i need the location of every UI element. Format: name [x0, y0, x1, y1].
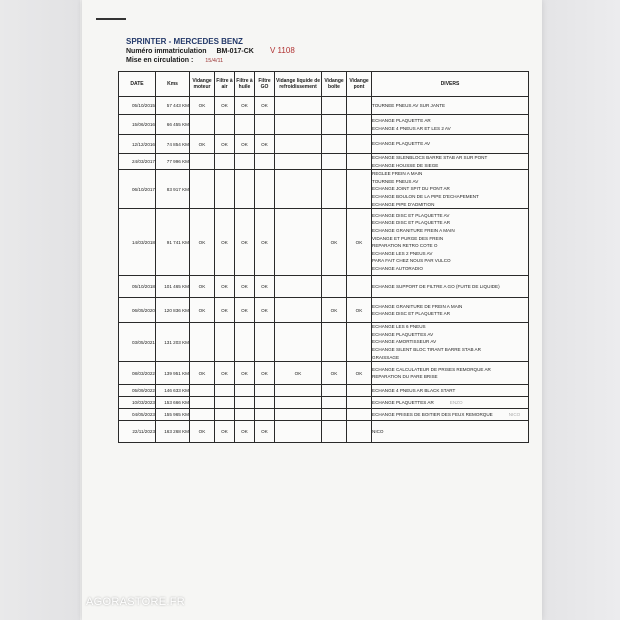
divers-line: [372, 170, 528, 178]
check-cell: OK: [322, 362, 347, 385]
divers-text: ECHANGE PLAQUETTE AR: [372, 117, 431, 123]
table-row: [119, 170, 529, 209]
divers-cell: [372, 362, 529, 385]
divers-line: [372, 242, 528, 250]
circulation-line: [126, 57, 223, 64]
km-cell: 91 741 KM: [156, 209, 190, 276]
check-cell: [322, 170, 347, 209]
check-cell: OK: [255, 209, 275, 276]
check-cell: [275, 323, 322, 362]
check-cell: OK: [190, 276, 215, 298]
table-row: [119, 115, 529, 135]
check-cell: OK: [255, 135, 275, 154]
check-cell: [255, 323, 275, 362]
signature-note: NICO: [508, 411, 521, 417]
km-cell: 155 965 KM: [156, 409, 190, 421]
check-cell: [347, 97, 372, 115]
background-right: [542, 0, 620, 620]
check-cell: [275, 409, 322, 421]
divers-text: GRAISSAGE: [372, 354, 400, 360]
divers-text: ECHANGE JOINT SPIT DU PONT AR: [372, 186, 450, 192]
check-cell: [322, 115, 347, 135]
check-cell: [322, 409, 347, 421]
check-cell: [215, 323, 235, 362]
check-cell: [235, 397, 255, 409]
check-cell: [190, 409, 215, 421]
divers-line: [372, 140, 528, 148]
check-cell: [190, 397, 215, 409]
check-cell: OK: [275, 362, 322, 385]
circulation-value: 15/4/11: [205, 58, 224, 64]
table-row: [119, 154, 529, 170]
registration-label: Numéro immatriculation: [126, 48, 207, 55]
km-cell: 131 203 KM: [156, 323, 190, 362]
divers-text: ECHANGE DISC ET PLAQUETTE AV: [372, 212, 450, 218]
divers-cell: [372, 409, 529, 421]
divers-text: ECHANGE DISC ET PLAQUETTE AR: [372, 311, 451, 317]
check-cell: OK: [190, 97, 215, 115]
check-cell: [322, 97, 347, 115]
divers-line: [372, 185, 528, 193]
check-cell: [275, 421, 322, 443]
table-row: [119, 385, 529, 397]
check-cell: OK: [347, 362, 372, 385]
date-cell: 05/10/2018: [119, 276, 156, 298]
divers-text: ECHANGE SUPPORT DE FILTRE A GO (FUITE DE LIQUIDE): [372, 283, 500, 289]
km-cell: 101 465 KM: [156, 276, 190, 298]
check-cell: [275, 385, 322, 397]
divers-cell: [372, 115, 529, 135]
check-cell: [275, 209, 322, 276]
check-cell: OK: [235, 421, 255, 443]
divers-text: ECHANGE CALCULATEUR DE PRISES REMORQUE AR: [372, 366, 491, 372]
check-cell: [347, 421, 372, 443]
maintenance-table: [118, 71, 529, 443]
divers-text: VIDANGE ET PURGE DES FREIN: [372, 235, 444, 241]
check-cell: [322, 276, 347, 298]
divers-cell: [372, 209, 529, 276]
divers-line: [372, 201, 528, 209]
check-cell: [235, 385, 255, 397]
divers-text: REPARATION RETRO COTE O: [372, 243, 438, 249]
table-row: [119, 135, 529, 154]
divers-cell: [372, 385, 529, 397]
km-cell: 74 854 KM: [156, 135, 190, 154]
divers-cell: [372, 397, 529, 409]
divers-text: ECHANGE LES 6 PNEUS: [372, 324, 426, 330]
divers-line: [372, 265, 528, 273]
divers-text: ECHANGE PIPE D'ADMITION: [372, 201, 435, 207]
check-cell: [190, 385, 215, 397]
reference-number: V 1108: [270, 46, 295, 55]
date-cell: 06/10/2017: [119, 170, 156, 209]
divers-line: [372, 212, 528, 220]
check-cell: [275, 97, 322, 115]
vehicle-title: SPRINTER - MERCEDES BENZ: [126, 37, 243, 46]
check-cell: OK: [255, 276, 275, 298]
check-cell: OK: [322, 298, 347, 323]
check-cell: [255, 397, 275, 409]
divers-line: [372, 125, 528, 133]
check-cell: [190, 115, 215, 135]
divers-text: NICO: [372, 428, 384, 434]
date-cell: 14/03/2018: [119, 209, 156, 276]
divers-line: [372, 227, 528, 235]
divers-cell: [372, 154, 529, 170]
check-cell: [275, 276, 322, 298]
check-cell: [215, 409, 235, 421]
check-cell: [347, 154, 372, 170]
check-cell: [275, 298, 322, 323]
divers-line: [372, 373, 528, 381]
divers-line: [372, 428, 528, 436]
divers-line: [372, 310, 528, 318]
divers-text: ECHANGE BOULON DE LA PIPE D'ECHAPEMENT: [372, 193, 479, 199]
col-divers-header: DIVERS: [372, 72, 529, 97]
km-cell: 163 268 KM: [156, 421, 190, 443]
table-row: [119, 97, 529, 115]
check-cell: OK: [190, 135, 215, 154]
check-cell: [235, 115, 255, 135]
divers-text: TOURNEE PNEUS AV SUR JANTE: [372, 102, 446, 108]
divers-line: [372, 257, 528, 265]
col-date-header: DATE: [119, 72, 156, 97]
check-cell: [235, 170, 255, 209]
km-cell: 153 666 KM: [156, 397, 190, 409]
date-cell: 03/05/2021: [119, 323, 156, 362]
date-cell: 08/03/2022: [119, 362, 156, 385]
check-cell: [275, 115, 322, 135]
check-cell: [275, 154, 322, 170]
check-cell: [322, 135, 347, 154]
check-cell: [215, 385, 235, 397]
km-cell: 66 455 KM: [156, 115, 190, 135]
pen-mark: [96, 18, 126, 20]
check-cell: [235, 154, 255, 170]
divers-text: ECHANGE PLAQUETTES AV: [372, 331, 434, 337]
check-cell: OK: [255, 421, 275, 443]
divers-text: ECHANGE AMORTISSEUR AV: [372, 339, 437, 345]
check-cell: OK: [235, 362, 255, 385]
check-cell: [215, 115, 235, 135]
divers-line: [372, 283, 528, 291]
divers-line: [372, 411, 528, 419]
table-row: [119, 421, 529, 443]
check-cell: [347, 170, 372, 209]
divers-cell: [372, 276, 529, 298]
check-cell: [322, 323, 347, 362]
signature-note: ENZO: [449, 399, 463, 405]
divers-text: ECHANGE LES 2 PNEUS AV: [372, 250, 433, 256]
check-cell: [347, 276, 372, 298]
check-cell: OK: [215, 276, 235, 298]
divers-line: [372, 338, 528, 346]
check-cell: [215, 397, 235, 409]
header-row: [119, 72, 529, 97]
check-cell: [347, 115, 372, 135]
divers-text: ECHANGE 4 PNEUS AR ET LES 2 AV: [372, 125, 451, 131]
check-cell: [255, 385, 275, 397]
divers-text: ECHANGE GRANITURE FREIN A MAIN: [372, 227, 455, 233]
check-cell: OK: [235, 97, 255, 115]
divers-line: [372, 117, 528, 125]
check-cell: [322, 154, 347, 170]
divers-text: ECHANGE DISC ET PLAQUETTE AR: [372, 220, 451, 226]
divers-text: ECHANGE PLAQUETTE AV: [372, 141, 431, 147]
check-cell: [190, 170, 215, 209]
check-cell: OK: [215, 97, 235, 115]
table-row: [119, 362, 529, 385]
date-cell: 06/05/2020: [119, 298, 156, 323]
col-vidange-moteur-header: Vidange moteur: [190, 72, 215, 97]
check-cell: OK: [190, 209, 215, 276]
km-cell: 83 917 KM: [156, 170, 190, 209]
check-cell: [215, 154, 235, 170]
check-cell: OK: [215, 421, 235, 443]
col-kms-header: Kms: [156, 72, 190, 97]
check-cell: [347, 397, 372, 409]
divers-line: [372, 250, 528, 258]
date-cell: 24/03/2017: [119, 154, 156, 170]
table-row: [119, 323, 529, 362]
check-cell: OK: [255, 97, 275, 115]
km-cell: 139 951 KM: [156, 362, 190, 385]
divers-text: ECHANGE SILENT BLOC TIRANT BARRE STAB AR: [372, 346, 481, 352]
km-cell: 57 443 KM: [156, 97, 190, 115]
check-cell: [275, 135, 322, 154]
divers-line: [372, 354, 528, 362]
divers-line: [372, 323, 528, 331]
divers-cell: [372, 170, 529, 209]
col-vidange-boite-header: Vidange boîte: [322, 72, 347, 97]
check-cell: OK: [190, 421, 215, 443]
table-row: [119, 276, 529, 298]
check-cell: [275, 170, 322, 209]
check-cell: OK: [215, 135, 235, 154]
check-cell: OK: [235, 276, 255, 298]
check-cell: [235, 409, 255, 421]
check-cell: OK: [190, 298, 215, 323]
background-left: [0, 0, 80, 620]
divers-text: ECHANGE GRANITURE DE FREIN A MAIN: [372, 303, 463, 309]
check-cell: [275, 397, 322, 409]
divers-line: [372, 346, 528, 354]
km-cell: 146 633 KM: [156, 385, 190, 397]
divers-cell: [372, 97, 529, 115]
date-cell: 12/12/2016: [119, 135, 156, 154]
check-cell: [235, 323, 255, 362]
col-filtre-huile-header: Filtre à huile: [235, 72, 255, 97]
divers-line: [372, 399, 528, 407]
date-cell: 05/09/2022: [119, 385, 156, 397]
divers-text: TOURNEE PNEUS AV: [372, 178, 419, 184]
divers-text: REGLEE FREIN A MAIN: [372, 171, 423, 177]
check-cell: OK: [322, 209, 347, 276]
check-cell: [322, 385, 347, 397]
col-filtre-go-header: Filtre GO: [255, 72, 275, 97]
divers-line: [372, 193, 528, 201]
check-cell: [255, 409, 275, 421]
divers-cell: [372, 323, 529, 362]
check-cell: OK: [190, 362, 215, 385]
divers-line: [372, 178, 528, 186]
divers-text: REPARATION DU PARE BRISE: [372, 374, 438, 380]
check-cell: OK: [255, 362, 275, 385]
divers-line: [372, 154, 528, 162]
km-cell: 120 836 KM: [156, 298, 190, 323]
date-cell: 10/03/2023: [119, 397, 156, 409]
check-cell: [190, 154, 215, 170]
divers-cell: [372, 421, 529, 443]
divers-text: ECHANGE HOUSSE DE SIEGE: [372, 162, 439, 168]
divers-text: ECHANGE AUTORADIO: [372, 265, 423, 271]
check-cell: [322, 421, 347, 443]
check-cell: OK: [215, 298, 235, 323]
table-row: [119, 209, 529, 276]
table-row: [119, 298, 529, 323]
divers-line: [372, 102, 528, 110]
check-cell: OK: [235, 135, 255, 154]
check-cell: OK: [235, 298, 255, 323]
divers-line: [372, 303, 528, 311]
divers-text: PARA FAIT CHEZ NOUS PAR VULCO: [372, 258, 451, 264]
date-cell: 04/05/2023: [119, 409, 156, 421]
divers-text: ECHANGE PRISES DE BOITIER DES FEUX REMORQUE: [372, 411, 493, 417]
check-cell: [255, 170, 275, 209]
divers-line: [372, 219, 528, 227]
check-cell: OK: [347, 209, 372, 276]
check-cell: OK: [235, 209, 255, 276]
divers-line: [372, 366, 528, 374]
table-row: [119, 397, 529, 409]
check-cell: OK: [255, 298, 275, 323]
circulation-label: Mise en circulation :: [126, 57, 194, 64]
check-cell: [190, 323, 215, 362]
check-cell: [347, 385, 372, 397]
divers-text: ECHANGE PLAQUETTES AR: [372, 399, 434, 405]
check-cell: OK: [215, 209, 235, 276]
divers-line: [372, 235, 528, 243]
check-cell: [347, 135, 372, 154]
check-cell: [347, 409, 372, 421]
col-vidange-refroidissement-header: Vidange liquide de refroidissement: [275, 72, 322, 97]
col-vidange-pont-header: Vidange pont: [347, 72, 372, 97]
divers-line: [372, 331, 528, 339]
date-cell: 05/10/2015: [119, 97, 156, 115]
divers-line: [372, 162, 528, 170]
watermark: AGORASTORE.FR: [86, 596, 186, 608]
check-cell: OK: [215, 362, 235, 385]
registration-value: BM-017-CK: [216, 48, 254, 55]
divers-text: ECHANGE SILENBLOCS BARRE STAB AR SUR PONT: [372, 155, 488, 160]
check-cell: OK: [347, 298, 372, 323]
divers-text: ECHANGE 4 PNEUS AR BLACK START: [372, 387, 456, 393]
check-cell: [255, 115, 275, 135]
check-cell: [347, 323, 372, 362]
divers-cell: [372, 298, 529, 323]
check-cell: [322, 397, 347, 409]
check-cell: [255, 154, 275, 170]
date-cell: 15/06/2016: [119, 115, 156, 135]
divers-line: [372, 387, 528, 395]
col-filtre-air-header: Filtre à air: [215, 72, 235, 97]
table-row: [119, 409, 529, 421]
date-cell: 22/11/2023: [119, 421, 156, 443]
check-cell: [215, 170, 235, 209]
divers-cell: [372, 135, 529, 154]
registration-line: [126, 48, 254, 55]
km-cell: 77 996 KM: [156, 154, 190, 170]
